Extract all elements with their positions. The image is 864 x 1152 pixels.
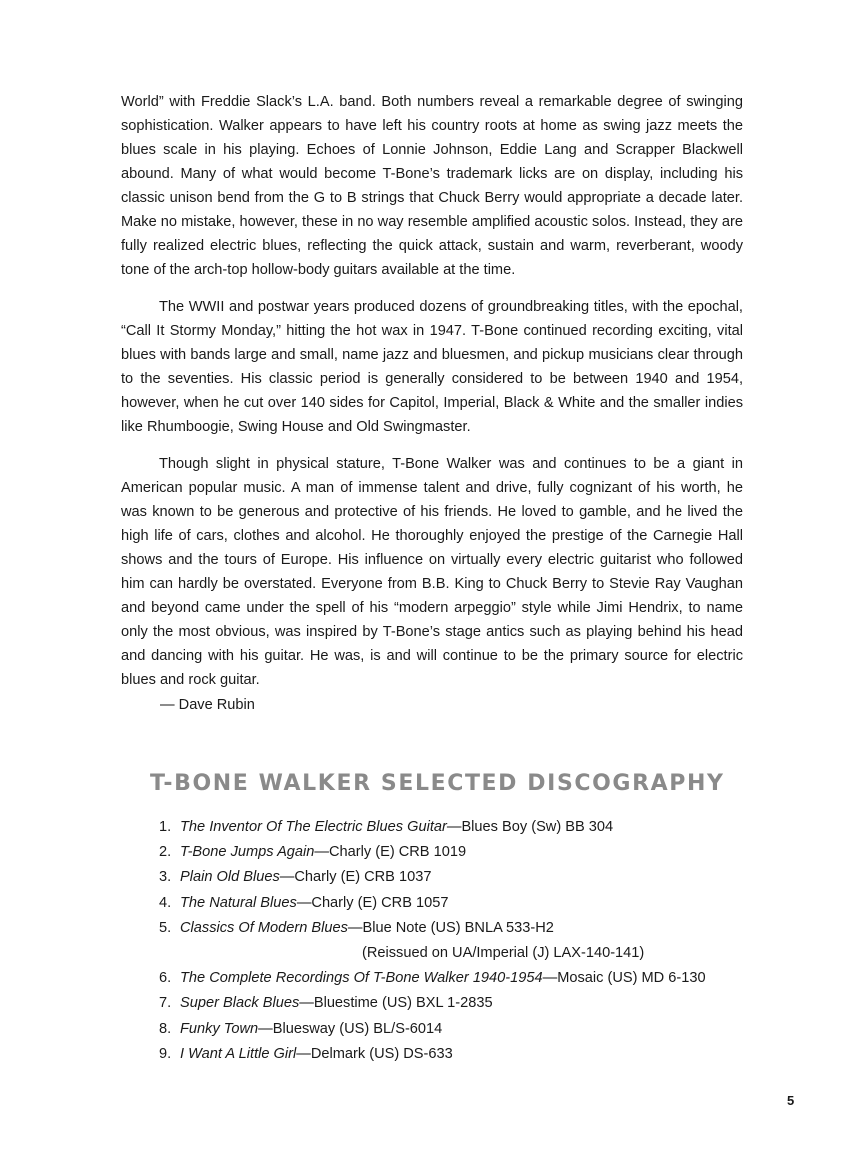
album-label: —Charly (E) CRB 1037 bbox=[279, 869, 432, 886]
list-item bbox=[159, 840, 706, 865]
album-label: —Charly (E) CRB 1057 bbox=[296, 894, 449, 911]
item-number: 9. bbox=[159, 1045, 172, 1062]
album-label: —Charly (E) CRB 1019 bbox=[314, 844, 467, 861]
album-label: —Blues Boy (Sw) BB 304 bbox=[446, 819, 614, 835]
discography-heading: T-BONE WALKER SELECTED DISCOGRAPHY bbox=[150, 771, 725, 796]
album-label: —Delmark (US) DS-633 bbox=[296, 1045, 453, 1062]
item-number: 6. bbox=[159, 970, 172, 987]
album-title: Funky Town bbox=[180, 1020, 259, 1037]
discography-list bbox=[159, 815, 706, 1067]
album-label: —Blue Note (US) BNLA 533-H2 bbox=[347, 919, 554, 936]
album-title: The Inventor Of The Electric Blues Guitar bbox=[180, 819, 447, 835]
album-title: The Natural Blues bbox=[180, 894, 297, 911]
list-item bbox=[159, 865, 706, 890]
album-label: —Bluestime (US) BXL 1-2835 bbox=[299, 995, 493, 1012]
album-title: The Complete Recordings Of T-Bone Walker 1940-1954 bbox=[180, 970, 543, 987]
list-item bbox=[159, 891, 706, 916]
album-title: Super Black Blues bbox=[180, 995, 300, 1012]
page-number: 5 bbox=[787, 1093, 795, 1108]
album-label: —Mosaic (US) MD 6-130 bbox=[542, 970, 706, 987]
author-signature: — Dave Rubin bbox=[160, 697, 255, 713]
album-title: I Want A Little Girl bbox=[180, 1045, 297, 1062]
item-number: 4. bbox=[159, 894, 172, 911]
list-item bbox=[159, 1017, 706, 1042]
reissue-note: (Reissued on UA/Imperial (J) LAX-140-141) bbox=[362, 945, 645, 962]
list-item bbox=[159, 916, 706, 941]
album-title: Plain Old Blues bbox=[180, 869, 280, 886]
item-number: 8. bbox=[159, 1020, 172, 1037]
list-item bbox=[159, 991, 706, 1016]
item-number: 1. bbox=[159, 819, 172, 835]
paragraph: The WWII and postwar years produced dozens of groundbreaking titles, with the epochal, “Call It Stormy Monday,” hitting the hot wax in 1947. T-Bone continued recording exciting, vital blues with bands large and small, name jazz and bluesmen, and pickup musicians clear through to the seventies. His classic period is generally considered to be between 1940 and 1954, however, when he cut over 140 sides for Capitol, Imperial, Black & White and the smaller indies like Rhumboogie, Swing House and Old Swingmaster. bbox=[121, 299, 743, 435]
list-item bbox=[159, 1042, 706, 1067]
article-body bbox=[121, 90, 743, 705]
item-number: 5. bbox=[159, 919, 172, 936]
paragraph: World” with Freddie Slack’s L.A. band. Both numbers reveal a remarkable degree of swinging sophistication. Walker appears to have left his country roots at home as swing jazz meets the blues scale in his playing. Echoes of Lonnie Johnson, Eddie Lang and Scrapper Blackwell abound. Many of what would become T-Bone’s trademark licks are on display, including his classic unison bend from the G to B strings that Chuck Berry would appropriate a decade later. Make no mistake, however, these in no way resemble amplified acoustic solos. Instead, they are fully realized electric blues, reflecting the quick attack, sustain and warm, reverberant, woody tone of the arch-top hollow-body guitars available at the time. bbox=[121, 94, 743, 278]
item-number: 3. bbox=[159, 869, 172, 886]
paragraph: Though slight in physical stature, T-Bone Walker was and continues to be a giant in American popular music. A man of immense talent and drive, fully cognizant of his worth, he was known to be generous and protective of his friends. He loved to gamble, and he lived the high life of cars, clothes and alcohol. He thoroughly enjoyed the prestige of the Carnegie Hall shows and the tours of Europe. His influence on virtually every electric guitarist who followed him can hardly be overstated. Everyone from B.B. King to Chuck Berry to Stevie Ray Vaughan and beyond came under the spell of his “modern arpeggio” style while Jimi Hendrix, to name only the most obvious, was inspired by T-Bone’s stage antics such as playing behind his head and dancing with his guitar. He was, is and will continue to be the primary source for electric blues and rock guitar. bbox=[121, 456, 743, 688]
list-item bbox=[159, 815, 706, 840]
item-number: 2. bbox=[159, 844, 172, 861]
item-number: 7. bbox=[159, 995, 172, 1012]
album-label: —Bluesway (US) BL/S-6014 bbox=[258, 1020, 443, 1037]
album-title: Classics Of Modern Blues bbox=[180, 919, 348, 936]
list-item bbox=[159, 966, 706, 991]
album-title: T-Bone Jumps Again bbox=[180, 844, 315, 861]
